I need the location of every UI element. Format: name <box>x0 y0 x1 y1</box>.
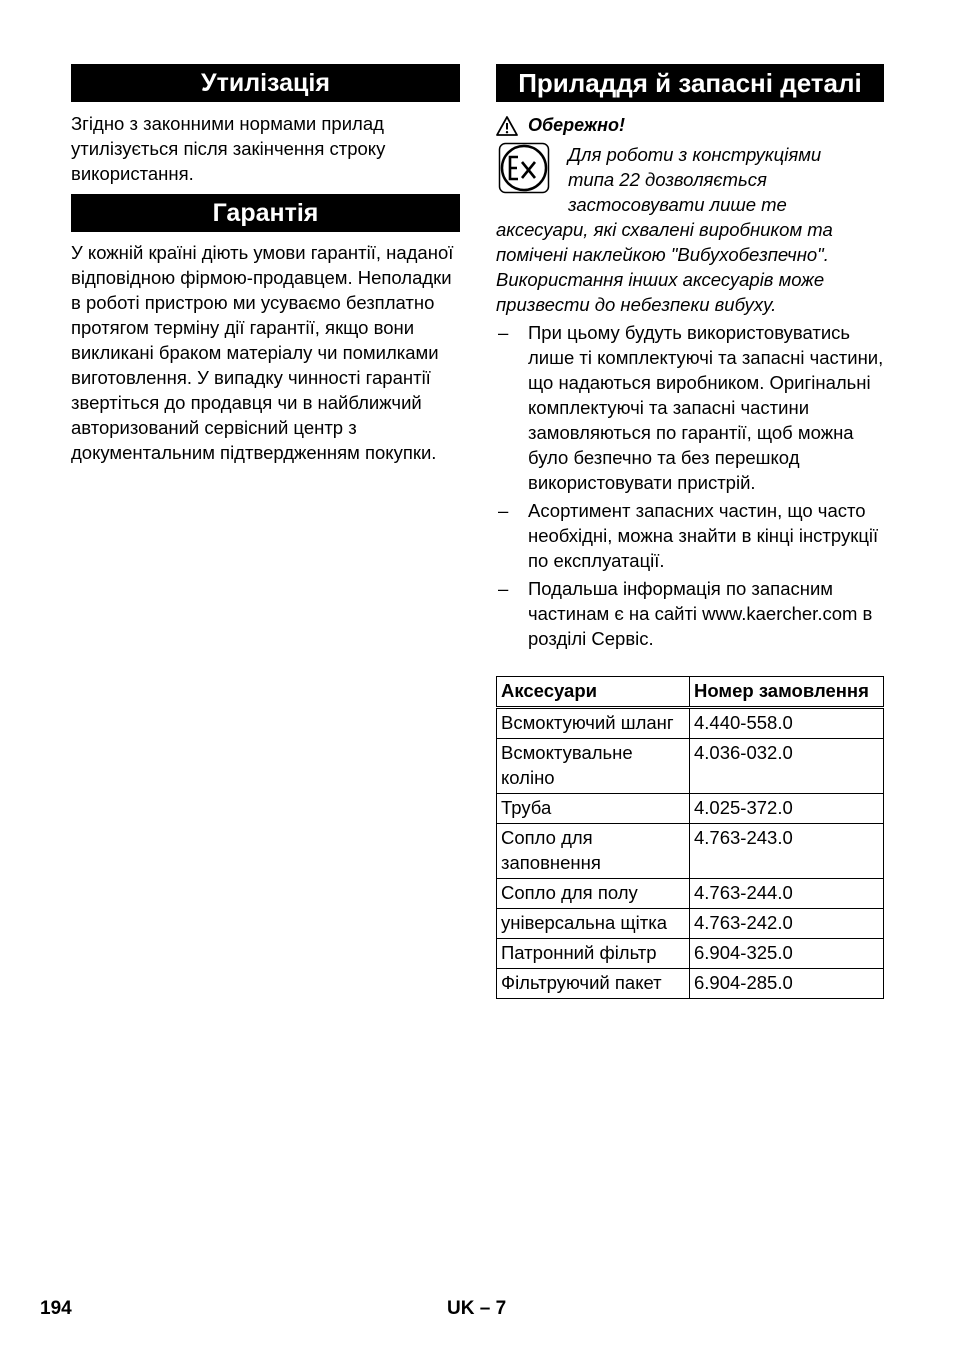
dash-marker: – <box>498 578 509 599</box>
header-order-number: Номер замовлення <box>690 677 884 708</box>
list-item <box>496 320 884 495</box>
caution-rest: аксесуари, які схвалені виробником та помічені наклейкою "Вибухобезпечно". Використання інших аксесуарів може призвести до небезпеки вибуху. <box>496 219 833 315</box>
ex-caution-block <box>496 142 884 317</box>
accessories-table <box>496 676 884 999</box>
table-row <box>497 794 884 824</box>
table-row <box>497 708 884 739</box>
order-number: 6.904-325.0 <box>690 939 884 969</box>
accessories-title: Приладдя й запасні деталі <box>496 64 884 102</box>
caution-text <box>496 142 884 317</box>
left-column <box>71 64 460 465</box>
order-number: 4.440-558.0 <box>690 708 884 739</box>
list-item <box>496 576 884 651</box>
table-row <box>497 879 884 909</box>
table-row <box>497 739 884 794</box>
accessory-name: Сопло для заповнення <box>497 824 690 879</box>
order-number: 6.904-285.0 <box>690 969 884 999</box>
order-number: 4.025-372.0 <box>690 794 884 824</box>
caution-line-1: Для роботи з конструкціями <box>568 144 822 165</box>
order-number: 4.036-032.0 <box>690 739 884 794</box>
header-accessories: Аксесуари <box>497 677 690 708</box>
accessory-name: Сопло для полу <box>497 879 690 909</box>
table-row <box>497 969 884 999</box>
table-row <box>497 909 884 939</box>
order-number: 4.763-242.0 <box>690 909 884 939</box>
disposal-title: Утилізація <box>71 64 460 102</box>
caution-line-2: типа 22 дозволяється <box>568 169 767 190</box>
dash-marker: – <box>498 500 509 521</box>
language-page-label: UK – 7 <box>447 1298 507 1319</box>
accessory-name: Патронний фільтр <box>497 939 690 969</box>
page-number: 194 <box>40 1298 72 1319</box>
warranty-title: Гарантія <box>71 194 460 232</box>
caution-heading <box>496 113 884 138</box>
caution-label: Обережно! <box>528 115 626 135</box>
list-item-text: При цьому будуть використовуватись лише ті комплектуючі та запасні частини, що надаються виробником. Оригінальні комплектуючі та запасні частини замовляються по гарантії, щоб можна було безпечно та без перешкод використовувати пристрій. <box>528 322 884 493</box>
list-item <box>496 498 884 573</box>
disposal-text: Згідно з законними нормами прилад утилізується після закінчення строку використання. <box>71 113 386 184</box>
right-column <box>496 64 884 999</box>
accessory-name: універсальна щітка <box>497 909 690 939</box>
accessory-name: Фільтруючий пакет <box>497 969 690 999</box>
table-header-row <box>497 677 884 708</box>
order-number: 4.763-243.0 <box>690 824 884 879</box>
table-row <box>497 939 884 969</box>
warning-triangle-icon <box>496 116 518 136</box>
info-list <box>496 320 884 651</box>
warranty-text: У кожній країні діють умови гарантії, наданої відповідною фірмою-продавцем. Неполадки в роботі пристрою ми усуваємо безплатно протягом терміну дії гарантії, якщо вони викликані браком матеріалу чи помилками виготовлення. У випадку чинності гарантії звертіться до продавця чи в найближчий авторизований сервісний центр з документальним підтвердженням покупки. <box>71 242 454 463</box>
list-item-text: Подальша інформація по запасним частинам є на сайті www.kaercher.com в розділі Сервіс. <box>528 578 873 649</box>
accessory-name: Труба <box>497 794 690 824</box>
list-item-text: Асортимент запасних частин, що часто необхідні, можна знайти в кінці інструкції по експлуатації. <box>528 500 879 571</box>
ex-explosion-protection-icon <box>498 142 550 194</box>
order-number: 4.763-244.0 <box>690 879 884 909</box>
caution-line-3: застосовувати лише те <box>568 194 787 215</box>
accessory-name: Всмоктуючий шланг <box>497 708 690 739</box>
accessory-name: Всмоктувальне коліно <box>497 739 690 794</box>
dash-marker: – <box>498 322 509 343</box>
table-row <box>497 824 884 879</box>
